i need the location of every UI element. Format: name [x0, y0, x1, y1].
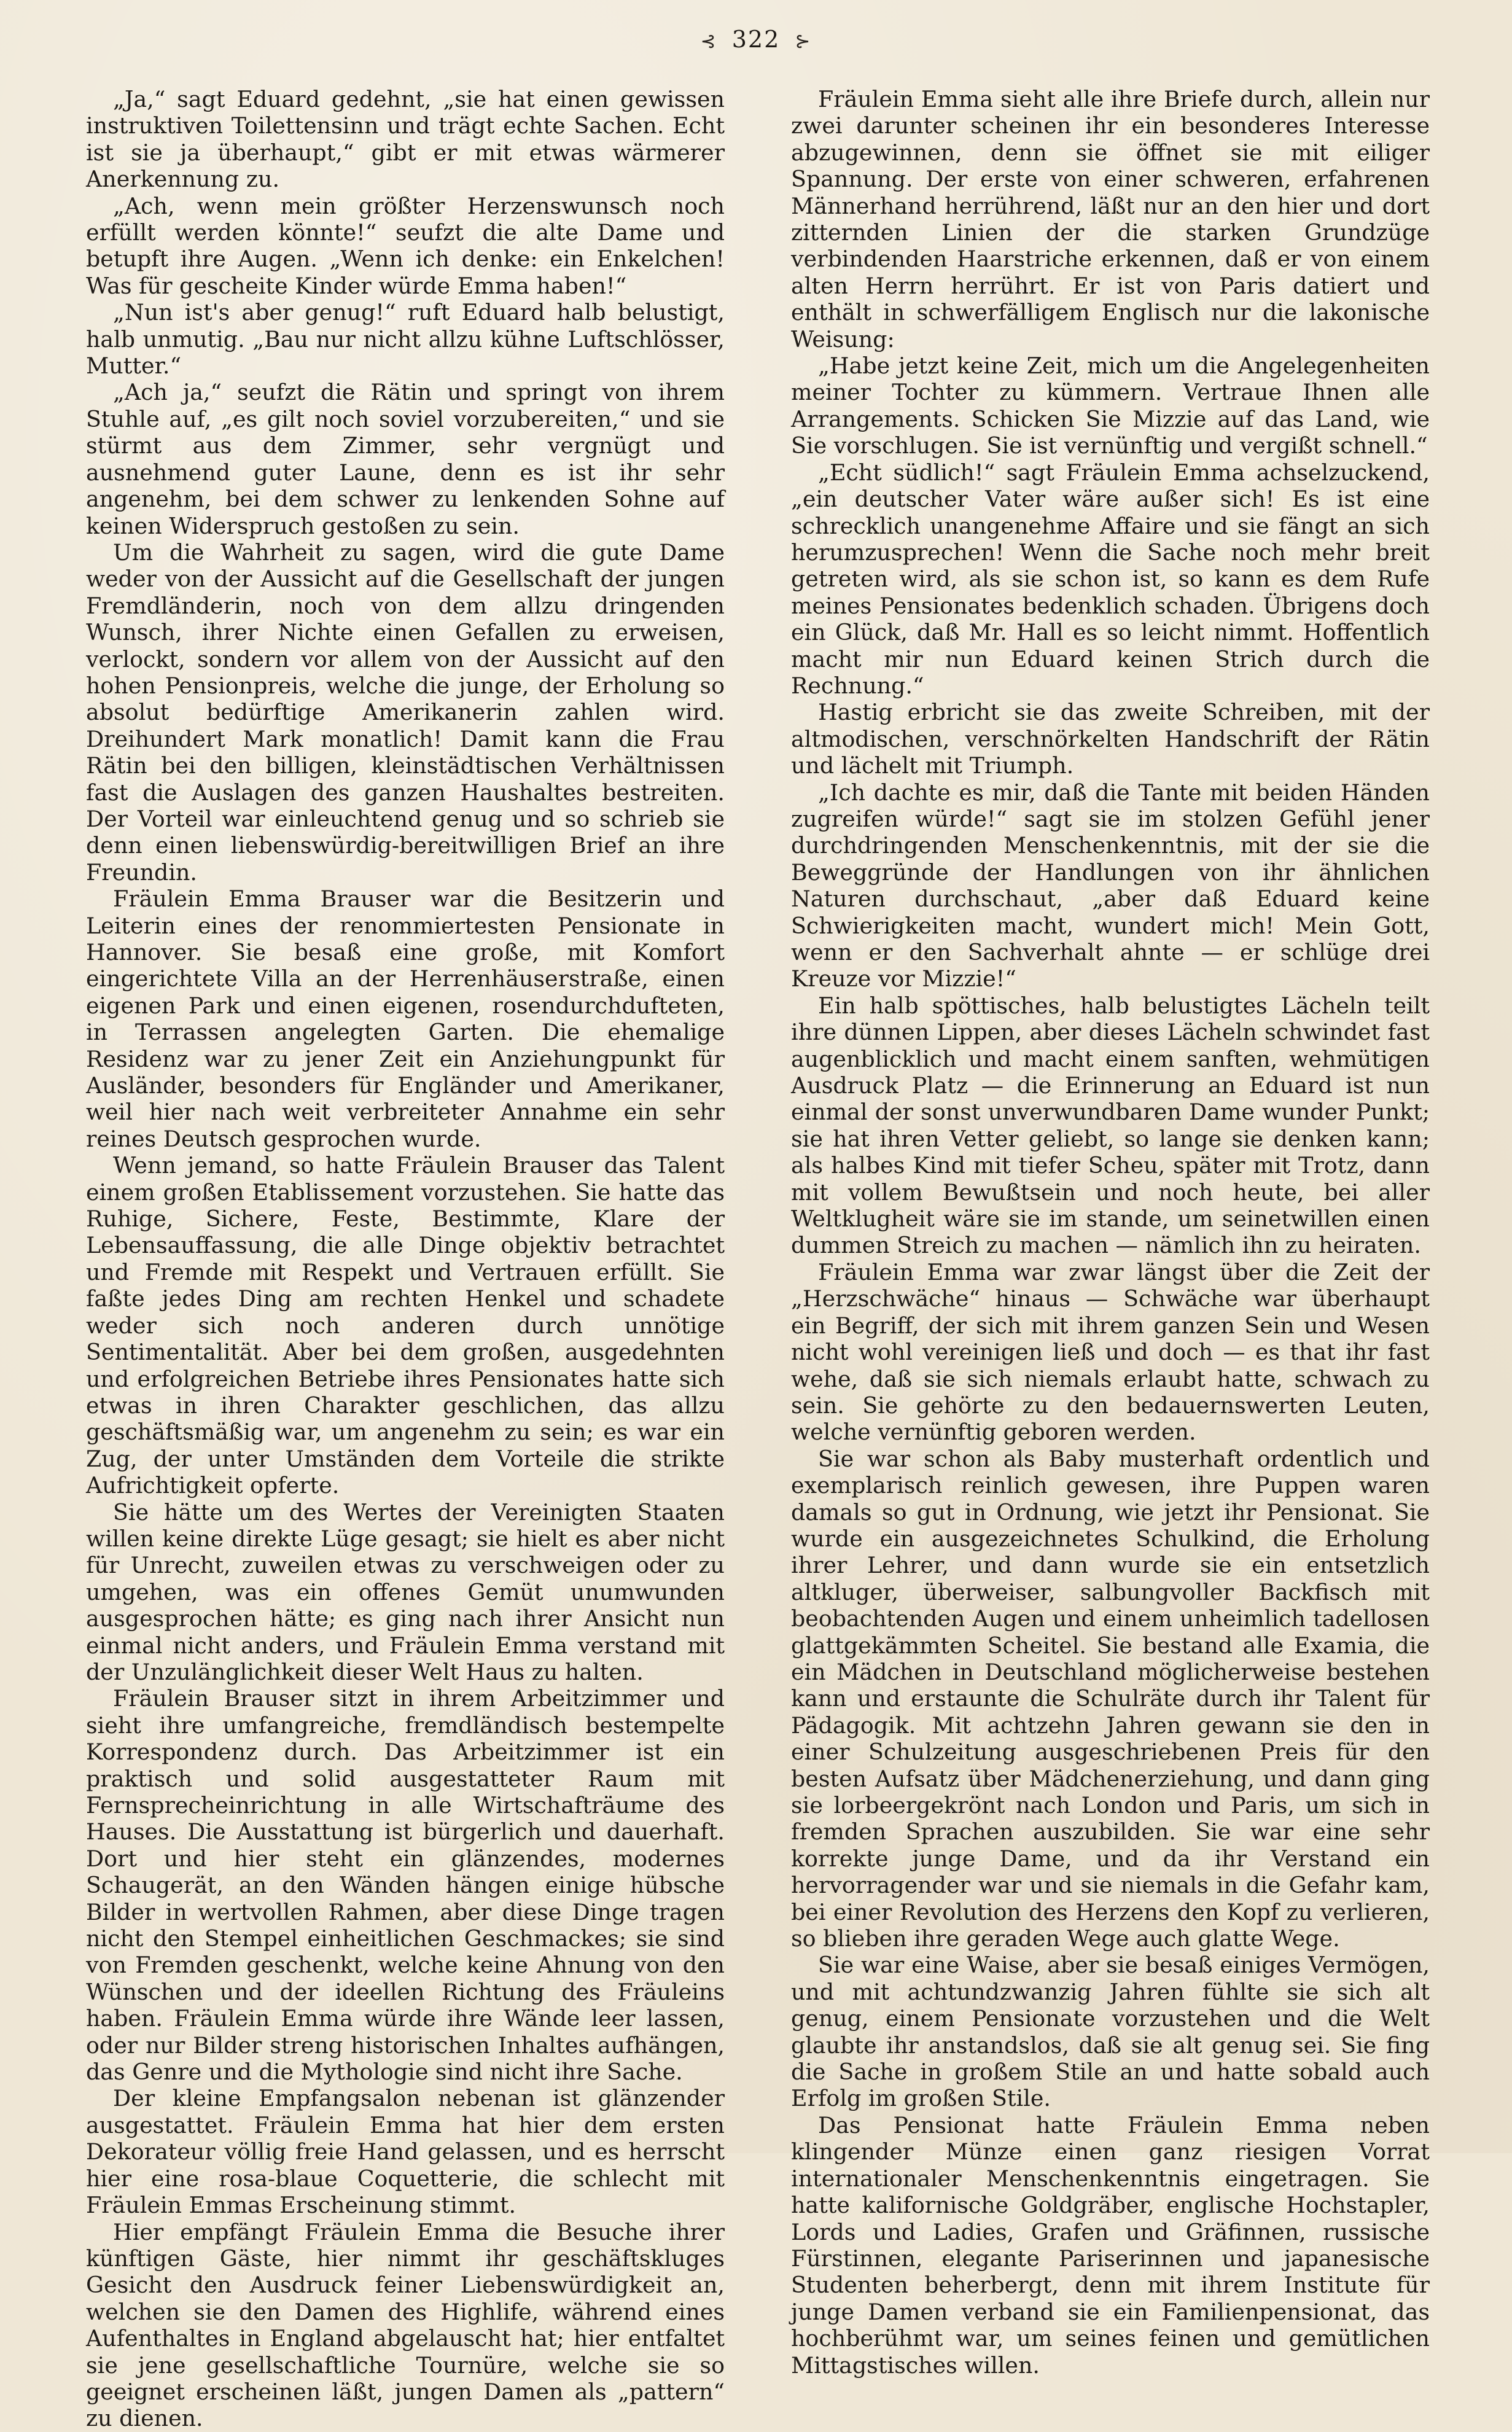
paragraph: Der kleine Empfangsalon nebenan ist glänzender ausgestattet. Fräulein Emma hat hier dem ersten Dekorateur völlig freie Hand gelassen, und es herrscht hier eine rosa-blaue Coquetterie, die schlecht mit Fräulein Emmas Erscheinung stimmt.	[86, 2085, 725, 2219]
paragraph: „Ja,“ sagt Eduard gedehnt, „sie hat einen gewissen instruktiven Toilettensinn und trägt echte Sachen. Echt ist sie ja überhaupt,“ gibt er mit etwas wärmerer Anerkennung zu.	[86, 86, 725, 193]
paragraph: Fräulein Emma sieht alle ihre Briefe durch, allein nur zwei darunter scheinen ihr ein besonderes Interesse abzugewinnen, denn sie öffnet sie mit eiliger Spannung. Der erste von einer schweren, erfahrenen Männerhand herrührend, läßt nur an den hier und dort zitternden Linien der die starken Grundzüge verbindenden Haarstriche erkennen, daß er von einem alten Herrn herrührt. Er ist von Paris datiert und enthält in schwerfälligem Englisch nur die lakonische Weisung:	[791, 86, 1430, 353]
paragraph: „Ach ja,“ seufzt die Rätin und springt von ihrem Stuhle auf, „es gilt noch soviel vorzubereiten,“ und sie stürmt aus dem Zimmer, sehr vergnügt und ausnehmend guter Laune, denn es ist ihr sehr angenehm, bei dem schwer zu lenkenden Sohne auf keinen Widerspruch gestoßen zu sein.	[86, 379, 725, 539]
paragraph: Sie war eine Waise, aber sie besaß einiges Vermögen, und mit achtundzwanzig Jahren fühlte sie sich alt genug, einem Pensionate vorzustehen und die Welt glaubte ihr anstandslos, daß sie alt genug sei. Sie fing die Sache in großem Stile an und hatte sobald auch Erfolg im großen Stile.	[791, 1952, 1430, 2112]
ornament-left-icon: ⊰	[700, 31, 717, 52]
paragraph: Wenn jemand, so hatte Fräulein Brauser das Talent einem großen Etablissement vorzustehen. Sie hatte das Ruhige, Sichere, Feste, Bestimmte, Klare der Lebensauffassung, die alle Dinge objektiv betrachtet und Fremde mit Respekt und Vertrauen erfüllt. Sie faßte jedes Ding am rechten Henkel und schadete weder sich noch anderen durch unnötige Sentimentalität. Aber bei dem großen, ausgedehnten und erfolgreichen Betriebe ihres Pensionates hatte sich etwas in ihren Charakter geschlichen, das allzu geschäftsmäßig war, um angenehm zu sein; es war ein Zug, der unter Umständen dem Vorteile die strikte Aufrichtigkeit opferte.	[86, 1152, 725, 1499]
paragraph: Um die Wahrheit zu sagen, wird die gute Dame weder von der Aussicht auf die Gesellschaft der jungen Fremdländerin, noch von dem allzu dringenden Wunsch, ihrer Nichte einen Gefallen zu erweisen, verlockt, sondern vor allem von der Aussicht auf den hohen Pensionpreis, welche die junge, der Erholung so absolut bedürftige Amerikanerin zahlen wird. Dreihundert Mark monatlich! Damit kann die Frau Rätin bei den billigen, kleinstädtischen Verhältnissen fast die Auslagen des ganzen Haushaltes bestreiten. Der Vorteil war einleuchtend genug und so schrieb sie denn einen liebenswürdig-bereitwilligen Brief an ihre Freundin.	[86, 539, 725, 886]
paragraph: Fräulein Emma war zwar längst über die Zeit der „Herzschwäche“ hinaus — Schwäche war überhaupt ein Begriff, der sich mit ihrem ganzen Sein und Wesen nicht wohl vereinigen ließ und doch — es that ihr fast wehe, daß sie sich niemals erlaubt hatte, schwach zu sein. Sie gehörte zu den bedauernswerten Leuten, welche vernünftig geboren werden.	[791, 1258, 1430, 1446]
paragraph: „Ach, wenn mein größter Herzenswunsch noch erfüllt werden könnte!“ seufzt die alte Dame und betupft ihre Augen. „Wenn ich denke: ein Enkelchen! Was für gescheite Kinder würde Emma haben!“	[86, 192, 725, 299]
paragraph: „Ich dachte es mir, daß die Tante mit beiden Händen zugreifen würde!“ sagt sie im stolzen Gefühl jener durchdringenden Menschenkenntnis, mit der sie die Beweggründe der Handlungen von ihr ähnlichen Naturen durchschaut, „aber daß Eduard keine Schwierigkeiten macht, wundert mich! Mein Gott, wenn er den Sachverhalt ahnte — er schlüge drei Kreuze vor Mizzie!“	[791, 779, 1430, 992]
paragraph: Das Pensionat hatte Fräulein Emma neben klingender Münze einen ganz riesigen Vorrat internationaler Menschenkenntnis eingetragen. Sie hatte kalifornische Goldgräber, englische Hochstapler, Lords und Ladies, Grafen und Gräfinnen, russische Fürstinnen, elegante Pariserinnen und japanesische Studenten beherbergt, denn mit ihrem Institute für junge Damen verband sie ein Familienpensionat, das hochberühmt war, um seines feinen und gemütlichen Mittagstisches willen.	[791, 2111, 1430, 2379]
paragraph: Hier empfängt Fräulein Emma die Besuche ihrer künftigen Gäste, hier nimmt ihr geschäftskluges Gesicht den Ausdruck feiner Liebenswürdigkeit an, welchen sie den Damen des Highlife, während eines Aufenthaltes in England abgelauscht hat; hier entfaltet sie jene gesellschaftliche Tournüre, welche sie so geeignet erscheinen läßt, jungen Damen als „pattern“ zu dienen.	[86, 2218, 725, 2432]
ornament-right-icon: ⊱	[795, 31, 812, 52]
paragraph: Sie hätte um des Wertes der Vereinigten Staaten willen keine direkte Lüge gesagt; sie hielt es aber nicht für Unrecht, zuweilen etwas zu verschweigen oder zu umgehen, was ein offenes Gemüt unumwunden ausgesprochen hätte; es ging nach ihrer Ansicht nun einmal nicht anders, und Fräulein Emma verstand mit der Unzulänglichkeit dieser Welt Haus zu halten.	[86, 1499, 725, 1685]
paragraph: „Habe jetzt keine Zeit, mich um die Angelegenheiten meiner Tochter zu kümmern. Vertraue Ihnen alle Arrangements. Schicken Sie Mizzie auf das Land, wie Sie vorschlugen. Sie ist vernünftig und vergißt schnell.“	[791, 353, 1430, 459]
paragraph: Hastig erbricht sie das zweite Schreiben, mit der altmodischen, verschnörkelten Handschrift der Rätin und lächelt mit Triumph.	[791, 699, 1430, 779]
paragraph: Sie war schon als Baby musterhaft ordentlich und exemplarisch reinlich gewesen, ihre Puppen waren damals so gut in Ordnung, wie jetzt ihr Pensionat. Sie wurde ein ausgezeichnetes Schulkind, die Erholung ihrer Lehrer, und dann wurde sie ein entsetzlich altkluger, überweiser, salbungvoller Backfisch mit beobachtenden Augen und einem unheimlich tadellosen glattgekämmten Scheitel. Sie bestand alle Examia, die ein Mädchen in Deutschland möglicherweise bestehen kann und erstaunte die Schulräte durch ihr Talent für Pädagogik. Mit achtzehn Jahren gewann sie den in einer Schulzeitung ausgeschriebenen Preis für den besten Aufsatz über Mädchenerziehung, und dann ging sie lorbeergekrönt nach London und Paris, um sich in fremden Sprachen auszubilden. Sie war eine sehr korrekte junge Dame, und da ihr Verstand ein hervorragender war und sie niemals in die Gefahr kam, bei einer Revolution des Herzens den Kopf zu verlieren, so blieben ihre geraden Wege auch glatte Wege.	[791, 1445, 1430, 1952]
paragraph: Fräulein Emma Brauser war die Besitzerin und Leiterin eines der renommiertesten Pensionate in Hannover. Sie besaß eine große, mit Komfort eingerichtete Villa an der Herrenhäuserstraße, einen eigenen Park und einen eigenen, rosendurchdufteten, in Terrassen angelegten Garten. Die ehemalige Residenz war zu jener Zeit ein Anziehungpunkt für Ausländer, besonders für Engländer und Amerikaner, weil hier nach weit verbreiteter Annahme ein sehr reines Deutsch gesprochen wurde.	[86, 886, 725, 1152]
paragraph: „Nun ist's aber genug!“ ruft Eduard halb belustigt, halb unmutig. „Bau nur nicht allzu kühne Luftschlösser, Mutter.“	[86, 299, 725, 380]
left-column	[86, 86, 725, 2432]
right-column	[791, 86, 1430, 2379]
paragraph: „Echt südlich!“ sagt Fräulein Emma achselzuckend, „ein deutscher Vater wäre außer sich! Es ist eine schrecklich unangenehme Affaire und sie fängt an sich herumzusprechen! Wenn die Sache noch mehr breit getreten wird, als sie schon ist, so kann es dem Rufe meines Pensionates bedenklich schaden. Übrigens doch ein Glück, daß Mr. Hall es so leicht nimmt. Hoffentlich macht mir nun Eduard keinen Strich durch die Rechnung.“	[791, 459, 1430, 699]
page-number: 322	[731, 26, 781, 53]
page-header	[0, 26, 1512, 53]
paragraph: Ein halb spöttisches, halb belustigtes Lächeln teilt ihre dünnen Lippen, aber dieses Lächeln schwindet fast augenblicklich und macht einem sanften, wehmütigen Ausdruck Platz — die Erinnerung an Eduard ist nun einmal der sonst unverwundbaren Dame wunder Punkt; sie hat ihren Vetter geliebt, so lange sie denken kann; als halbes Kind mit tiefer Scheu, später mit Trotz, dann mit vollem Bewußtsein und noch heute, bei aller Weltklugheit wäre sie im stande, um seinetwillen einen dummen Streich zu machen — nämlich ihn zu heiraten.	[791, 992, 1430, 1259]
paragraph: Fräulein Brauser sitzt in ihrem Arbeitzimmer und sieht ihre umfangreiche, fremdländisch bestempelte Korrespondenz durch. Das Arbeitzimmer ist ein praktisch und solid ausgestatteter Raum mit Fernsprecheinrichtung in alle Wirtschafträume des Hauses. Die Ausstattung ist bürgerlich und dauerhaft. Dort und hier steht ein glänzendes, modernes Schaugerät, an den Wänden hängen einige hübsche Bilder in wertvollen Rahmen, aber diese Dinge tragen nicht den Stempel einheitlichen Geschmackes; sie sind von Fremden geschenkt, welche keine Ahnung von den Wünschen und der ideellen Richtung des Fräuleins haben. Fräulein Emma würde ihre Wände leer lassen, oder nur Bilder streng historischen Inhaltes aufhängen, das Genre und die Mythologie sind nicht ihre Sache.	[86, 1685, 725, 2086]
